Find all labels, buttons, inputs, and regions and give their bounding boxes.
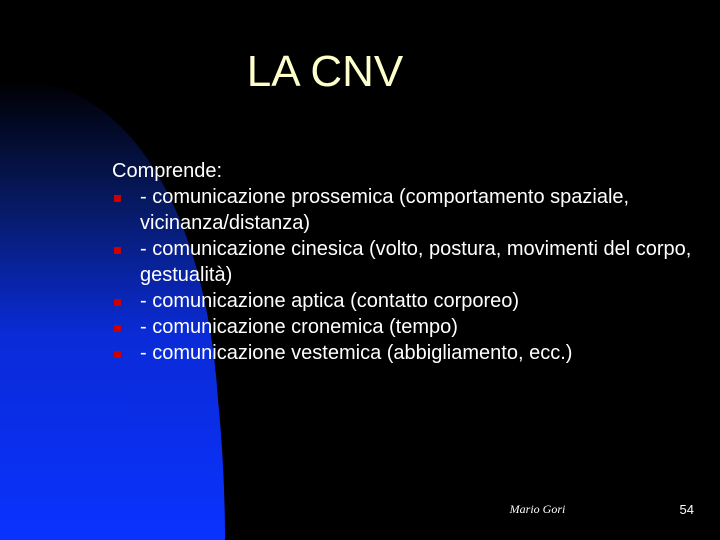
list-item [112,314,712,340]
list-item [112,288,712,314]
page-number: 54 [679,502,694,517]
list-item-label: - comunicazione aptica (contatto corporeo) [140,290,520,312]
bullet-list [112,184,712,366]
red-square-bullet-icon [114,195,121,202]
footer-author: Mario Gori [509,502,566,516]
slide-body [112,158,712,366]
intro-text: Comprende: [112,160,223,182]
list-item [112,184,712,236]
slide-title: LA CNV [246,47,404,96]
red-square-bullet-icon [114,247,121,254]
red-square-bullet-icon [114,299,121,306]
list-item-label: - comunicazione vestemica (abbigliamento, ecc.) [140,342,573,364]
list-item-label: - comunicazione cinesica (volto, postura, movimenti del corpo, gestualità) [140,238,692,286]
red-square-bullet-icon [114,351,121,358]
list-item [112,340,712,366]
red-square-bullet-icon [114,325,121,332]
list-item-label: - comunicazione cronemica (tempo) [140,316,458,338]
list-item [112,236,712,288]
list-item-label: - comunicazione prossemica (comportamento spaziale, vicinanza/distanza) [140,186,630,234]
